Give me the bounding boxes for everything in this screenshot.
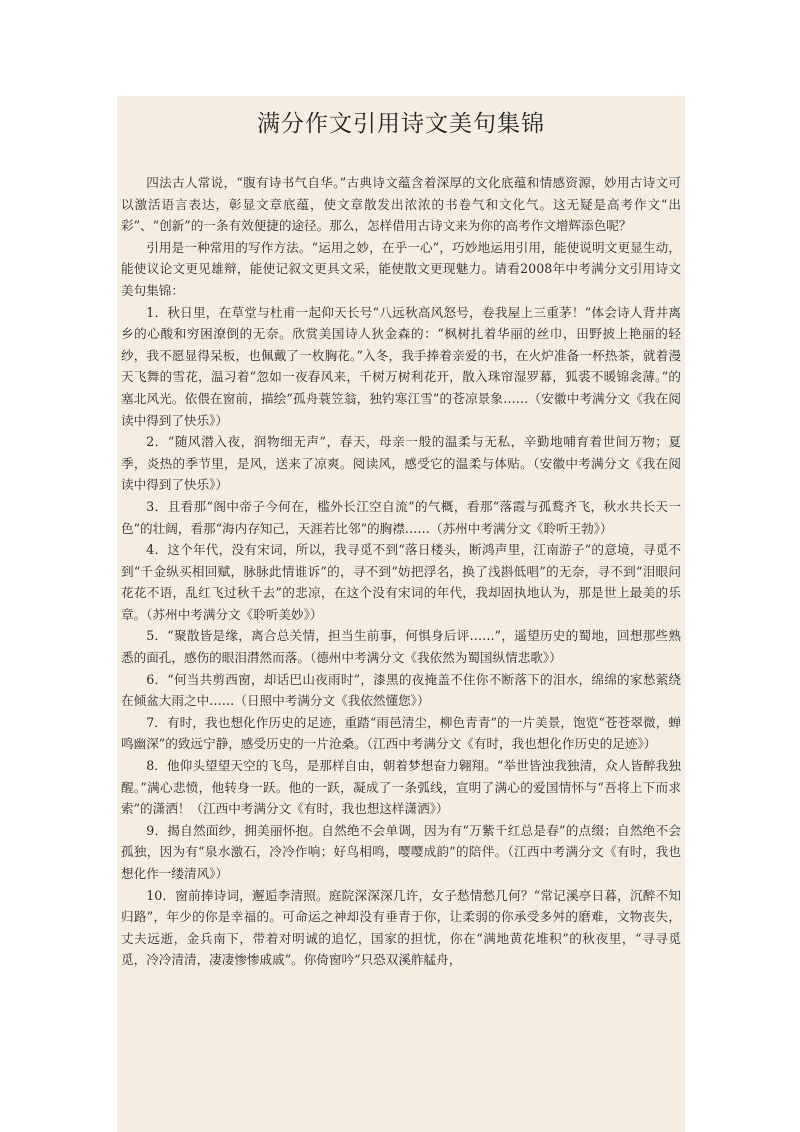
quote-item: 3．且看那“阁中帝子今何在，槛外长江空自流”的气概，看那“落霞与孤鹜齐飞，秋水共长天一色”的壮阔，看那“海内存知己，天涯若比邻”的胸襟……（苏州中考满分文《聆听王勃》） — [121, 498, 681, 536]
quote-item: 10．窗前捧诗词，邂逅李清照。庭院深深深几许，女子愁情愁几何？“常记溪亭日暮，沉醉不知归路”，年少的你是幸福的。可命运之神却没有垂青于你，让柔弱的你承受多舛的磨难，文物丧失，丈夫远逝，金兵南下，带着对明诚的追忆，国家的担忧，你在“满地黄花堆积”的秋夜里，“寻寻觅觅，冷冷清清，凄凄惨惨戚戚”。你倚窗吟“只恐双溪舴艋舟， — [121, 887, 681, 968]
quote-item: 6．“何当共剪西窗，却话巴山夜雨时”，漆黑的夜掩盖不住你不断落下的泪水，绵绵的家愁萦绕在倾盆大雨之中……（日照中考满分文《我依然懂您》） — [121, 671, 681, 709]
quote-item: 8．他仰头望望天空的飞鸟，是那样自由，朝着梦想奋力翱翔。“举世皆浊我独清，众人皆醉我独醒。”满心悲愤，他转身一跃。他的一跃，凝成了一条弧线，宣明了满心的爱国情怀与“吾将上下而求索”的潇洒！（江西中考满分文《有时，我也想这样潇洒》） — [121, 758, 681, 817]
document-title: 满分作文引用诗文美句集锦 — [257, 111, 545, 137]
document-body — [117, 172, 685, 971]
quote-item: 9．揭自然面纱，拥美丽怀抱。自然绝不会单调，因为有“万紫千红总是春”的点缀；自然绝不会孤独，因为有“泉水激石，冷冷作响；好鸟相鸣，嘤嘤成韵”的陪伴。（江西中考满分文《有时，我也想化作一缕清风》） — [121, 822, 681, 881]
quote-item: 1．秋日里，在草堂与杜甫一起仰天长号“八远秋高风怒号，卷我屋上三重茅！”体会诗人背井离乡的心酸和穷困潦倒的无奈。欣赏美国诗人狄金森的：“枫树扎着华丽的丝巾，田野披上艳丽的轻纱，我不愿显得呆板，也佩戴了一枚胸花。”入冬，我手捧着亲爱的书，在火炉准备一杯热茶，就着漫天飞舞的雪花，温习着“忽如一夜春风来，千树万树利花开，散入珠帘湿罗幕，狐裘不暖锦衾薄。”的塞北风光。依偎在窗前，描绘“孤舟蓑笠翁，独钓寒江雪”的苍凉景象……（安徽中考满分文《我在阅读中得到了快乐》） — [121, 304, 681, 428]
intro-paragraph: 引用是一种常用的写作方法。“运用之妙，在乎一心”，巧妙地运用引用，能使说明文更显生动，能使议论文更见雄辩，能使记叙文更具文采，能使散文更现魅力。请看2008年中考满分文引用诗文美句集锦： — [121, 239, 681, 298]
intro-paragraph: 四法古人常说，“腹有诗书气自华。”古典诗文蕴含着深厚的文化底蕴和情感资源，妙用古诗文可以激活语言表达，彰显文章底蕴，使文章散发出浓浓的书卷气和文化气。这无疑是高考作文“出彩”、“创新”的一条有效便捷的途径。那么，怎样借用古诗文来为你的高考作文增辉添色呢？ — [121, 175, 681, 234]
quote-item: 4．这个年代，没有宋词，所以，我寻觅不到“落日楼头，断鸿声里，江南游子”的意境，寻觅不到“千金纵买相回赋，脉脉此情谁诉”的，寻不到“妨把浮名，换了浅斟低唱”的无奈，寻不到“泪眼问花花不语，乱红飞过秋千去”的悲凉，在这个没有宋词的年代，我却固执地认为，那是世上最美的乐章。（苏州中考满分文《聆听美妙》） — [121, 542, 681, 622]
quote-item: 2．“随风潜入夜，润物细无声”，春天，母亲一般的温柔与无私，辛勤地哺育着世间万物；夏季，炎热的季节里，是风，送来了凉爽。阅读风，感受它的温柔与体贴。（安徽中考满分文《我在阅读中得到了快乐》） — [121, 434, 681, 493]
quote-item: 5．“聚散皆是缘，离合总关情，担当生前事，何惧身后评……”，遥望历史的蜀地，回想那些熟悉的面孔，感伤的眼泪潸然而落。（德州中考满分文《我依然为蜀国纵情悲歌》） — [121, 628, 681, 666]
document-page — [117, 96, 685, 1132]
quote-item: 7．有时，我也想化作历史的足迹，重踏“雨邑清尘，柳色青青”的一片美景，饱览“苍苍翠微，蝉鸣幽深”的致远宁静，感受历史的一片沧桑。（江西中考满分文《有时，我也想化作历史的足迹》） — [121, 714, 681, 752]
